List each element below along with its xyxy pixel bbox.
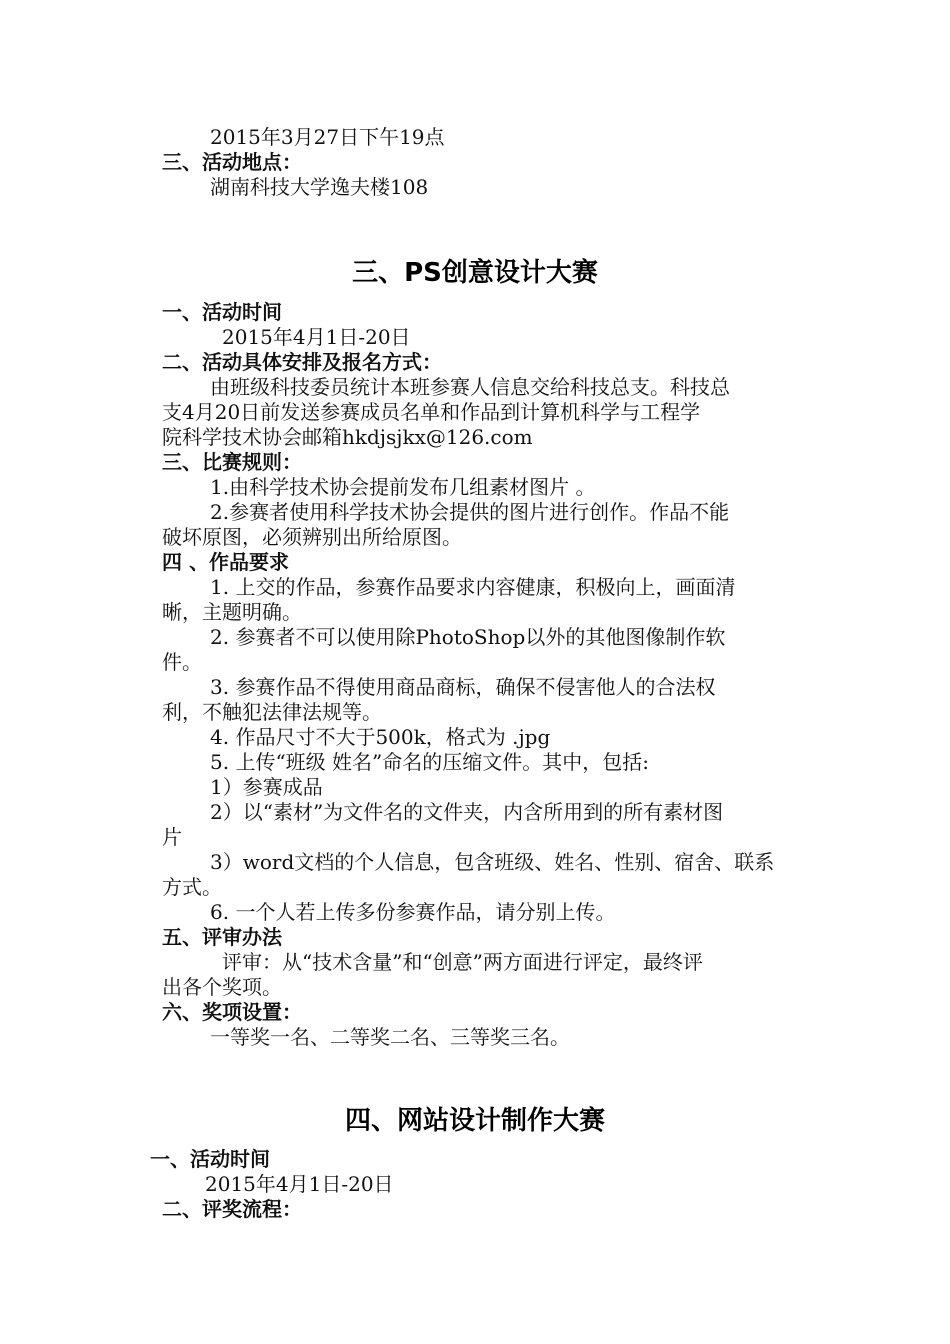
- ps-requirement-line: 1. 上交的作品，参赛作品要求内容健康，积极向上，画面清: [210, 575, 736, 599]
- ps-requirement-line: 方式。: [162, 875, 222, 899]
- ps-arrange-heading: 二、活动具体安排及报名方式：: [162, 350, 442, 374]
- ps-requirement-line: 6. 一个人若上传多份参赛作品，请分别上传。: [210, 900, 616, 924]
- ps-rules-line: 1.由科学技术协会提前发布几组素材图片 。: [210, 475, 596, 499]
- ps-rules-heading: 三、比赛规则：: [162, 450, 302, 474]
- ps-rules-line: 2.参赛者使用科学技术协会提供的图片进行创作。作品不能: [210, 500, 730, 524]
- ps-requirement-line: 3. 参赛作品不得使用商品商标，确保不侵害他人的合法权: [210, 675, 716, 699]
- ps-awards-value: 一等奖一名、二等奖二名、三等奖三名。: [210, 1025, 570, 1049]
- web-time-value: 2015年4月1日-20日: [205, 1172, 394, 1196]
- ps-requirements-heading: 四 、作品要求: [162, 550, 289, 574]
- ps-judging-line: 评审：从“技术含量”和“创意”两方面进行评定，最终评: [222, 950, 703, 974]
- web-contest-title: 四、网站设计制作大赛: [344, 1106, 605, 1136]
- ps-requirement-line: 3）word文档的个人信息，包含班级、姓名、性别、宿舍、联系: [210, 850, 775, 874]
- ps-requirement-line: 晰，主题明确。: [162, 600, 302, 624]
- ps-awards-heading: 六、奖项设置：: [162, 1000, 302, 1024]
- ps-time-value: 2015年4月1日-20日: [222, 325, 411, 349]
- ps-requirement-line: 4. 作品尺寸不大于500k，格式为 .jpg: [210, 725, 551, 749]
- ps-requirement-line: 2）以“素材”为文件名的文件夹，内含所用到的所有素材图: [210, 800, 724, 824]
- ps-requirement-line: 2. 参赛者不可以使用除PhotoShop以外的其他图像制作软: [210, 625, 726, 649]
- web-time-heading: 一、活动时间: [150, 1147, 270, 1171]
- event-time-value: 2015年3月27日下午19点: [210, 125, 445, 149]
- ps-arrange-line: 由班级科技委员统计本班参赛人信息交给科技总支。科技总: [210, 375, 730, 399]
- ps-arrange-line: 院科学技术协会邮箱hkdjsjkx@126.com: [162, 425, 533, 449]
- ps-requirement-line: 5. 上传“班级 姓名”命名的压缩文件。其中，包括:: [210, 750, 649, 774]
- web-flow-heading: 二、评奖流程：: [162, 1197, 302, 1221]
- ps-rules-line: 破坏原图，必须辨别出所给原图。: [162, 525, 462, 549]
- ps-judging-heading: 五、评审办法: [162, 925, 282, 949]
- ps-contest-title: 三、PS创意设计大赛: [352, 258, 598, 288]
- ps-requirement-line: 利，不触犯法律法规等。: [162, 700, 382, 724]
- event-place-value: 湖南科技大学逸夫楼108: [210, 175, 429, 199]
- ps-requirement-line: 片: [162, 825, 182, 849]
- section-heading-place: 三、活动地点：: [162, 150, 302, 174]
- ps-requirement-line: 1）参赛成品: [210, 775, 323, 799]
- ps-requirement-line: 件。: [162, 650, 202, 674]
- ps-arrange-line: 支4月20日前发送参赛成员名单和作品到计算机科学与工程学: [162, 400, 701, 424]
- ps-time-heading: 一、活动时间: [162, 300, 282, 324]
- ps-judging-line: 出各个奖项。: [162, 975, 282, 999]
